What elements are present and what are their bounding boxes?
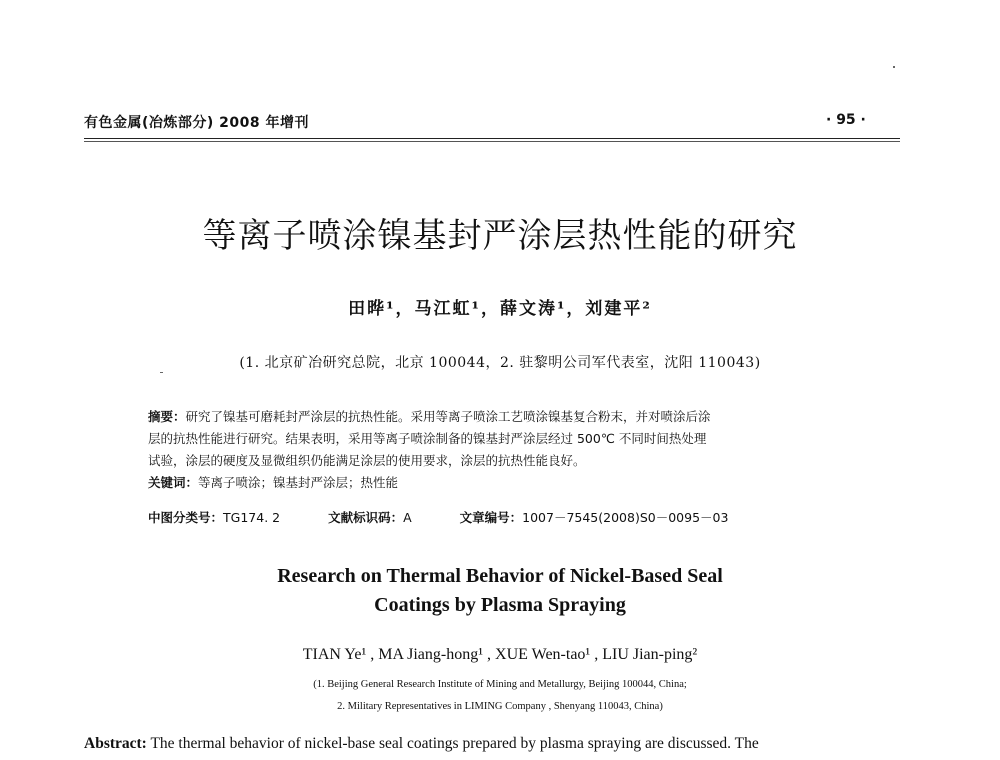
clc-label: 中图分类号： (148, 510, 224, 525)
abstract-chinese-line: 层的抗热性能进行研究。结果表明，采用等离子喷涂制备的镍基封严涂层经过 500℃ 不同时间热处理 (148, 431, 707, 446)
keywords-label: 关键词： (148, 475, 199, 490)
keywords-chinese (148, 472, 838, 494)
header-rule (84, 138, 900, 139)
abstract-english-label: Abstract: (84, 735, 147, 752)
scan-speck (160, 372, 163, 373)
article-number-label: 文章编号： (459, 510, 523, 525)
abstract-english (84, 735, 904, 753)
abstract-chinese-line: 摘要：研究了镍基可磨耗封严涂层的抗热性能。采用等离子喷涂工艺喷涂镍基复合粉末，并对喷涂后涂 (148, 409, 711, 424)
affiliation-english-line: 2. Military Representatives in LIMING Company , Shenyang 110043, China) (337, 701, 663, 712)
article-number-value: 1007－7545(2008)S0－0095－03 (522, 510, 729, 525)
clc-value: TG174. 2 (223, 510, 281, 525)
header-rule-thin (84, 141, 900, 142)
paper-title-english-line: Coatings by Plasma Spraying (374, 594, 626, 616)
scan-speck (893, 66, 895, 68)
authors-chinese: 田晔¹，马江虹¹，薛文涛¹，刘建平² (348, 299, 652, 319)
abstract-english-text: The thermal behavior of nickel-base seal coatings prepared by plasma spraying are discussed. The (146, 735, 759, 752)
keywords-value: 等离子喷涂；镍基封严涂层；热性能 (198, 475, 399, 490)
classification-line (148, 508, 728, 526)
affiliation-chinese: (1. 北京矿冶研究总院，北京 100044，2. 驻黎明公司军代表室，沈阳 110043) (239, 355, 761, 371)
affiliation-english-line: (1. Beijing General Research Institute of Mining and Metallurgy, Beijing 100044, China; (313, 679, 687, 690)
abstract-chinese-label: 摘要： (148, 409, 186, 424)
authors-english: TIAN Ye¹ , MA Jiang-hong¹ , XUE Wen-tao¹ , LIU Jian-ping² (302, 646, 698, 663)
doc-code-label: 文献标识码： (328, 510, 404, 525)
affiliation-english (0, 674, 1000, 718)
running-header-page-number: · 95 · (826, 112, 866, 128)
abstract-chinese-line: 试验，涂层的硬度及显微组织仍能满足涂层的使用要求，涂层的抗热性能良好。 (148, 453, 586, 468)
doc-code-value: A (403, 510, 412, 525)
abstract-chinese (148, 406, 838, 494)
paper-title-chinese: 等离子喷涂镍基封严涂层热性能的研究 (202, 216, 798, 256)
paper-title-english (0, 562, 1000, 620)
paper-title-english-line: Research on Thermal Behavior of Nickel-Based Seal (277, 565, 723, 587)
running-header-journal: 有色金属(冶炼部分) 2008 年增刊 (84, 115, 310, 131)
